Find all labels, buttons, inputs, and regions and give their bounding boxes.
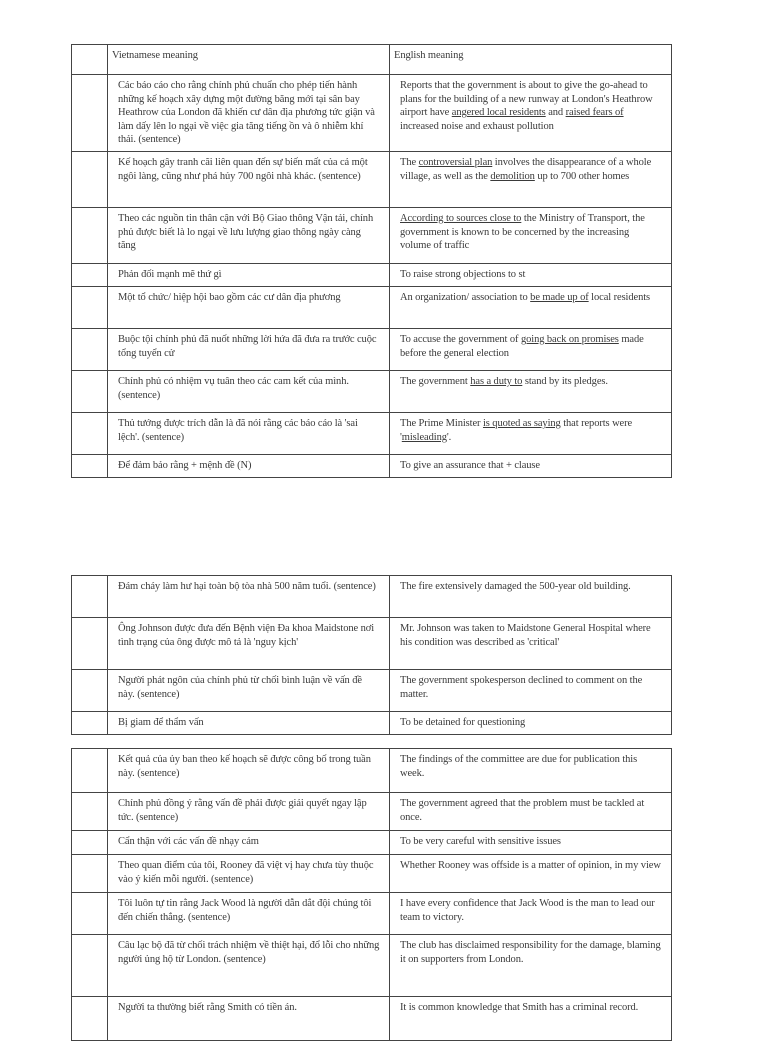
text-segment: '. [446,431,452,443]
row-number-cell [72,287,108,329]
text-segment: Mr. Johnson was taken to Maidstone General Hospital where his condition was described as 'critical' [400,623,651,648]
table-row [72,712,672,735]
english-meaning-cell [390,413,672,455]
vietnamese-meaning-cell: Theo quan điểm của tôi, Rooney đã việt vị hay chưa tùy thuộc vào ý kiến mỗi người. (sentence) [108,855,390,893]
english-meaning-cell [390,712,672,735]
text-segment: To raise strong objections to st [400,269,526,280]
vietnamese-meaning-cell: Kế hoạch gây tranh cãi liên quan đến sự biến mất của cả một ngôi làng, cũng như phá hủy 700 ngôi nhà khác. (sentence) [108,152,390,208]
text-segment: To accuse the government of [400,334,521,345]
english-meaning-cell [390,935,672,997]
underlined-phrase: According to sources close to [400,213,522,224]
text-segment: It is common knowledge that Smith has a criminal record. [400,1002,639,1013]
row-number-cell [72,893,108,935]
table-row [72,893,672,935]
table-row [72,670,672,712]
row-number-cell [72,935,108,997]
underlined-phrase: misleading [401,431,447,443]
vietnamese-meaning-cell: Ông Johnson được đưa đến Bệnh viện Đa khoa Maidstone nơi tình trạng của ông được mô tả là 'nguy kịch' [108,618,390,670]
text-segment: To be very careful with sensitive issues [400,836,561,847]
text-segment: The government spokesperson declined to comment on the matter. [400,675,643,700]
text-segment: increased noise and exhaust pollution [400,120,554,132]
vocabulary-table-1 [71,44,672,478]
row-number-cell [72,712,108,735]
row-number-cell [72,329,108,371]
text-segment: local residents [588,292,651,303]
table-row [72,749,672,793]
english-meaning-cell [390,997,672,1041]
table-row [72,329,672,371]
row-number-cell [72,997,108,1041]
vietnamese-meaning-cell: Theo các nguồn tin thân cận với Bộ Giao thông Vận tải, chính phủ được biết là lo ngại về lưu lượng giao thông ngày càng tăng [108,208,390,264]
vietnamese-meaning-cell: Các báo cáo cho rằng chính phủ chuẩn cho phép tiến hành những kế hoạch xây dựng một đường băng mới tại sân bay Heathrow của London đã khiến cư dân địa phương tức giận và làm dấy lên lo ngại về việc gia tăng tiếng ồn và ô nhiễm khí thải. (sentence) [108,75,390,152]
vietnamese-meaning-cell: Tôi luôn tự tin rằng Jack Wood là người dẫn dắt đội chúng tôi đến chiến thắng. (sentence) [108,893,390,935]
vietnamese-meaning-cell: Chính phủ có nhiệm vụ tuân theo các cam kết của mình. (sentence) [108,371,390,413]
table-row [72,208,672,264]
row-number-cell [72,749,108,793]
underlined-phrase: controversial plan [418,157,493,168]
row-number-cell [72,413,108,455]
english-meaning-cell [390,576,672,618]
table-row [72,576,672,618]
text-segment: Reports that the government is about to give the go-ahead to plans for the building of a new runway at London's Heathrow airport have [400,80,653,119]
vietnamese-meaning-header: Vietnamese meaning [108,45,390,75]
vietnamese-meaning-cell: Một tổ chức/ hiệp hội bao gồm các cư dân địa phương [108,287,390,329]
english-meaning-cell [390,455,672,478]
vietnamese-meaning-cell: Thủ tướng được trích dẫn là đã nói rằng các báo cáo là 'sai lệch'. (sentence) [108,413,390,455]
underlined-phrase: is quoted as saying [482,418,561,429]
row-number-cell [72,855,108,893]
table-header-row [72,45,672,75]
text-segment: The findings of the committee are due for publication this week. [400,754,638,779]
english-meaning-cell [390,75,672,152]
english-meaning-cell [390,152,672,208]
table-row [72,455,672,478]
underlined-phrase: demolition [490,170,535,182]
text-segment: involves the disappearance of a whole village, as well as the [400,157,652,182]
text-segment: made before the general election [400,334,644,359]
vietnamese-meaning-cell: Đám cháy làm hư hại toàn bộ tòa nhà 500 năm tuổi. (sentence) [108,576,390,618]
table-row [72,75,672,152]
table-row [72,935,672,997]
text-segment: The government agreed that the problem must be tackled at once. [400,798,645,823]
text-segment: Whether Rooney was offside is a matter of opinion, in my view [400,860,661,871]
text-segment: The club has disclaimed responsibility for the damage, blaming it on supporters from London. [400,940,661,965]
vietnamese-meaning-cell: Cẩn thận với các vấn đề nhạy cảm [108,831,390,855]
text-segment: The Prime Minister [400,418,483,429]
underlined-phrase: raised fears of [565,107,624,119]
underlined-phrase: going back on promises [520,334,619,345]
table-row [72,855,672,893]
row-number-cell [72,455,108,478]
underlined-phrase: angered local residents [451,107,546,119]
text-segment: up to 700 other homes [534,170,630,182]
table-row [72,618,672,670]
vietnamese-meaning-cell: Người phát ngôn của chính phủ từ chối bình luận về vấn đề này. (sentence) [108,670,390,712]
text-segment: the Ministry of Transport, the government is known to be concerned by the increasing volume of traffic [400,213,645,252]
table-row [72,152,672,208]
vietnamese-meaning-cell: Phản đối mạnh mẽ thứ gì [108,264,390,287]
row-number-cell [72,831,108,855]
vietnamese-meaning-cell: Buộc tội chính phủ đã nuốt những lời hứa đã đưa ra trước cuộc tổng tuyển cử [108,329,390,371]
table-row [72,831,672,855]
row-number-cell [72,371,108,413]
row-number-cell [72,793,108,831]
row-number-cell [72,618,108,670]
vietnamese-meaning-cell: Kết quả của ủy ban theo kế hoạch sẽ được công bố trong tuần này. (sentence) [108,749,390,793]
text-segment: An organization/ association to [400,292,531,303]
vocabulary-table-2 [71,575,672,735]
english-meaning-cell [390,749,672,793]
text-segment: and [545,107,566,119]
table-row [72,287,672,329]
english-meaning-cell [390,893,672,935]
english-meaning-cell [390,329,672,371]
english-meaning-cell [390,793,672,831]
text-segment: stand by its pledges. [522,376,608,387]
row-number-cell [72,670,108,712]
english-meaning-cell [390,618,672,670]
vietnamese-meaning-cell: Câu lạc bộ đã từ chối trách nhiệm về thiệt hại, đổ lỗi cho những người ủng hộ từ London. (sentence) [108,935,390,997]
vietnamese-meaning-cell: Để đảm bảo rằng + mệnh đề (N) [108,455,390,478]
table-row [72,997,672,1041]
text-segment: The government [400,376,471,387]
english-meaning-cell [390,831,672,855]
row-number-cell [72,45,108,75]
row-number-cell [72,576,108,618]
text-segment: that reports were ' [400,418,633,443]
english-meaning-cell [390,208,672,264]
text-segment: The [400,157,419,168]
vietnamese-meaning-cell: Người ta thường biết rằng Smith có tiền án. [108,997,390,1041]
table-row [72,413,672,455]
english-meaning-cell [390,371,672,413]
text-segment: The fire extensively damaged the 500-year old building. [400,581,631,592]
vocabulary-table-3 [71,748,672,1041]
table-row [72,371,672,413]
text-segment: To be detained for questioning [400,717,526,728]
english-meaning-cell [390,264,672,287]
english-meaning-cell [390,855,672,893]
row-number-cell [72,208,108,264]
row-number-cell [72,75,108,152]
row-number-cell [72,152,108,208]
text-segment: To give an assurance that + clause [400,460,540,471]
text-segment: I have every confidence that Jack Wood is the man to lead our team to victory. [400,898,655,923]
english-meaning-header: English meaning [390,45,672,75]
vietnamese-meaning-cell: Bị giam để thẩm vấn [108,712,390,735]
table-row [72,793,672,831]
underlined-phrase: has a duty to [470,376,523,387]
english-meaning-cell [390,287,672,329]
vietnamese-meaning-cell: Chính phủ đồng ý rằng vấn đề phải được giải quyết ngay lập tức. (sentence) [108,793,390,831]
table-row [72,264,672,287]
underlined-phrase: be made up of [530,292,589,303]
english-meaning-cell [390,670,672,712]
row-number-cell [72,264,108,287]
